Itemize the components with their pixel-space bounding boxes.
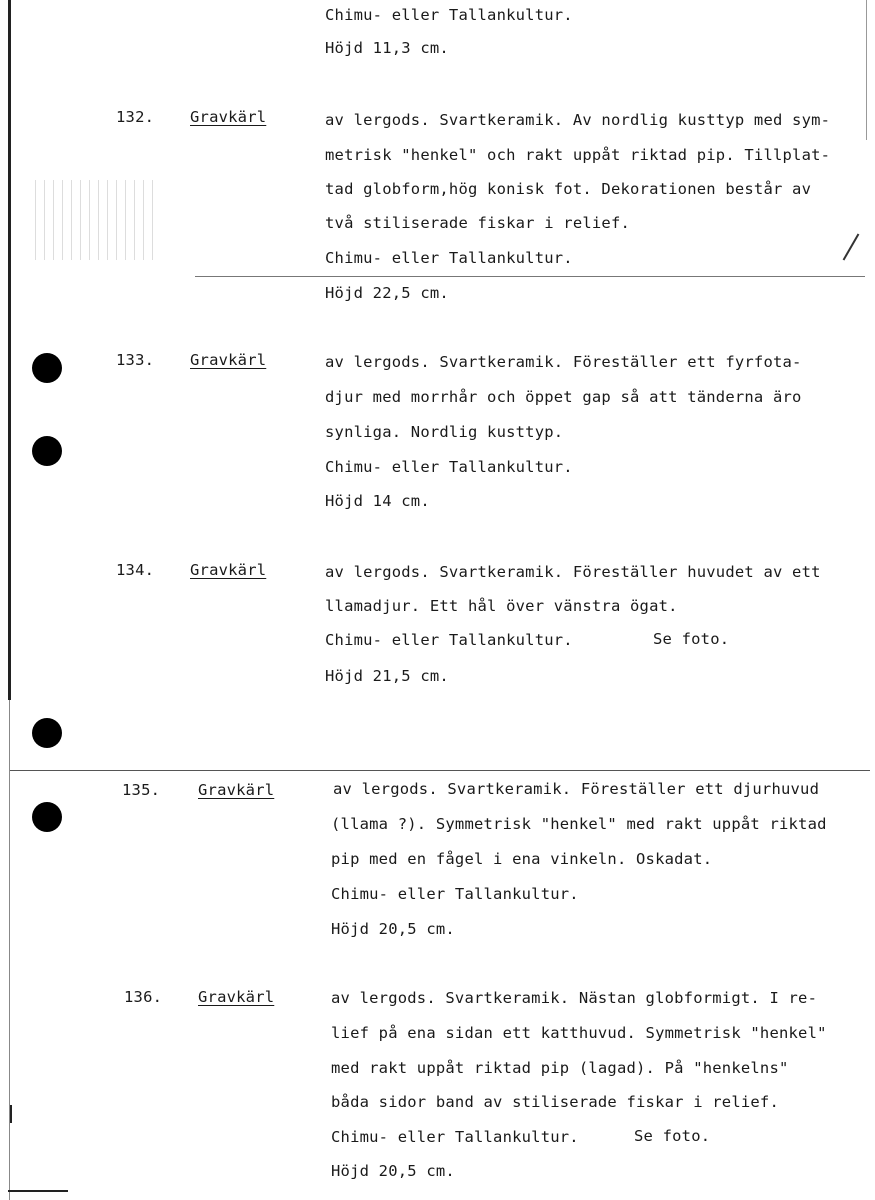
- entry-number: 135.: [122, 781, 161, 799]
- entry-category: Gravkärl: [190, 351, 267, 369]
- entry-description-line: (llama ?). Symmetrisk "henkel" med rakt uppåt riktad: [331, 815, 827, 833]
- margin-tick-mark: [843, 234, 860, 261]
- entry-culture-line: Chimu- eller Tallankultur.: [325, 249, 573, 267]
- entry-height-line: Höjd 22,5 cm.: [325, 284, 449, 302]
- entry-description-line: metrisk "henkel" och rakt uppåt riktad pip. Tillplat-: [325, 146, 831, 164]
- entry-description-line: båda sidor band av stiliserade fiskar i relief.: [331, 1093, 779, 1111]
- entry-description-line: lief på ena sidan ett katthuvud. Symmetrisk "henkel": [331, 1024, 827, 1042]
- entry-description-line: av lergods. Svartkeramik. Av nordlig kusttyp med sym-: [325, 111, 831, 129]
- entry-category: Gravkärl: [198, 781, 275, 799]
- entry-culture-line: Chimu- eller Tallankultur.: [331, 885, 579, 903]
- punch-hole-3: [32, 718, 62, 748]
- entry-description-line: djur med morrhår och öppet gap så att tänderna äro: [325, 388, 802, 406]
- entry-culture-line: Chimu- eller Tallankultur.: [331, 1128, 579, 1146]
- entry-culture-line: Chimu- eller Tallankultur.: [325, 458, 573, 476]
- entry-height-line: Höjd 20,5 cm.: [331, 920, 455, 938]
- continuation-line-2: Höjd 11,3 cm.: [325, 39, 449, 57]
- punch-hole-2: [32, 436, 62, 466]
- entry-height-line: Höjd 21,5 cm.: [325, 667, 449, 685]
- bottom-left-tick: [10, 1105, 12, 1123]
- entry-description-line: synliga. Nordlig kusttyp.: [325, 423, 564, 441]
- entry-category: Gravkärl: [198, 988, 275, 1006]
- bottom-left-corner-edge: [8, 1190, 68, 1192]
- see-photo-note: Se foto.: [653, 630, 730, 648]
- entry-culture-line: Chimu- eller Tallankultur.: [325, 631, 573, 649]
- left-page-edge: [8, 0, 11, 700]
- entry-description-line: av lergods. Svartkeramik. Nästan globformigt. I re-: [331, 989, 818, 1007]
- right-page-edge: [866, 0, 867, 140]
- entry-number: 132.: [116, 108, 155, 126]
- entry-description-line: av lergods. Svartkeramik. Föreställer ett fyrfota-: [325, 353, 802, 371]
- entry-description-line: två stiliserade fiskar i relief.: [325, 214, 631, 232]
- entry-category: Gravkärl: [190, 108, 267, 126]
- punch-hole-1: [32, 353, 62, 383]
- continuation-line-1: Chimu- eller Tallankultur.: [325, 6, 573, 24]
- left-page-edge-lower: [9, 700, 10, 1200]
- entry-category: Gravkärl: [190, 561, 267, 579]
- entry-description-line: pip med en fågel i ena vinkeln. Oskadat.: [331, 850, 713, 868]
- entry-height-line: Höjd 20,5 cm.: [331, 1162, 455, 1180]
- see-photo-note: Se foto.: [634, 1127, 711, 1145]
- entry-description-line: av lergods. Svartkeramik. Föreställer huvudet av ett: [325, 563, 821, 581]
- scan-smudge: [35, 180, 155, 260]
- fold-line-1: [195, 276, 865, 277]
- punch-hole-4: [32, 802, 62, 832]
- entry-number: 136.: [124, 988, 163, 1006]
- entry-description-line: av lergods. Svartkeramik. Föreställer ett djurhuvud: [333, 780, 820, 798]
- entry-description-line: med rakt uppåt riktad pip (lagad). På "henkelns": [331, 1059, 789, 1077]
- fold-line-2: [10, 770, 870, 771]
- entry-description-line: tad globform,hög konisk fot. Dekorationen består av: [325, 180, 812, 198]
- entry-number: 133.: [116, 351, 155, 369]
- entry-height-line: Höjd 14 cm.: [325, 492, 430, 510]
- entry-description-line: llamadjur. Ett hål över vänstra ögat.: [325, 597, 678, 615]
- entry-number: 134.: [116, 561, 155, 579]
